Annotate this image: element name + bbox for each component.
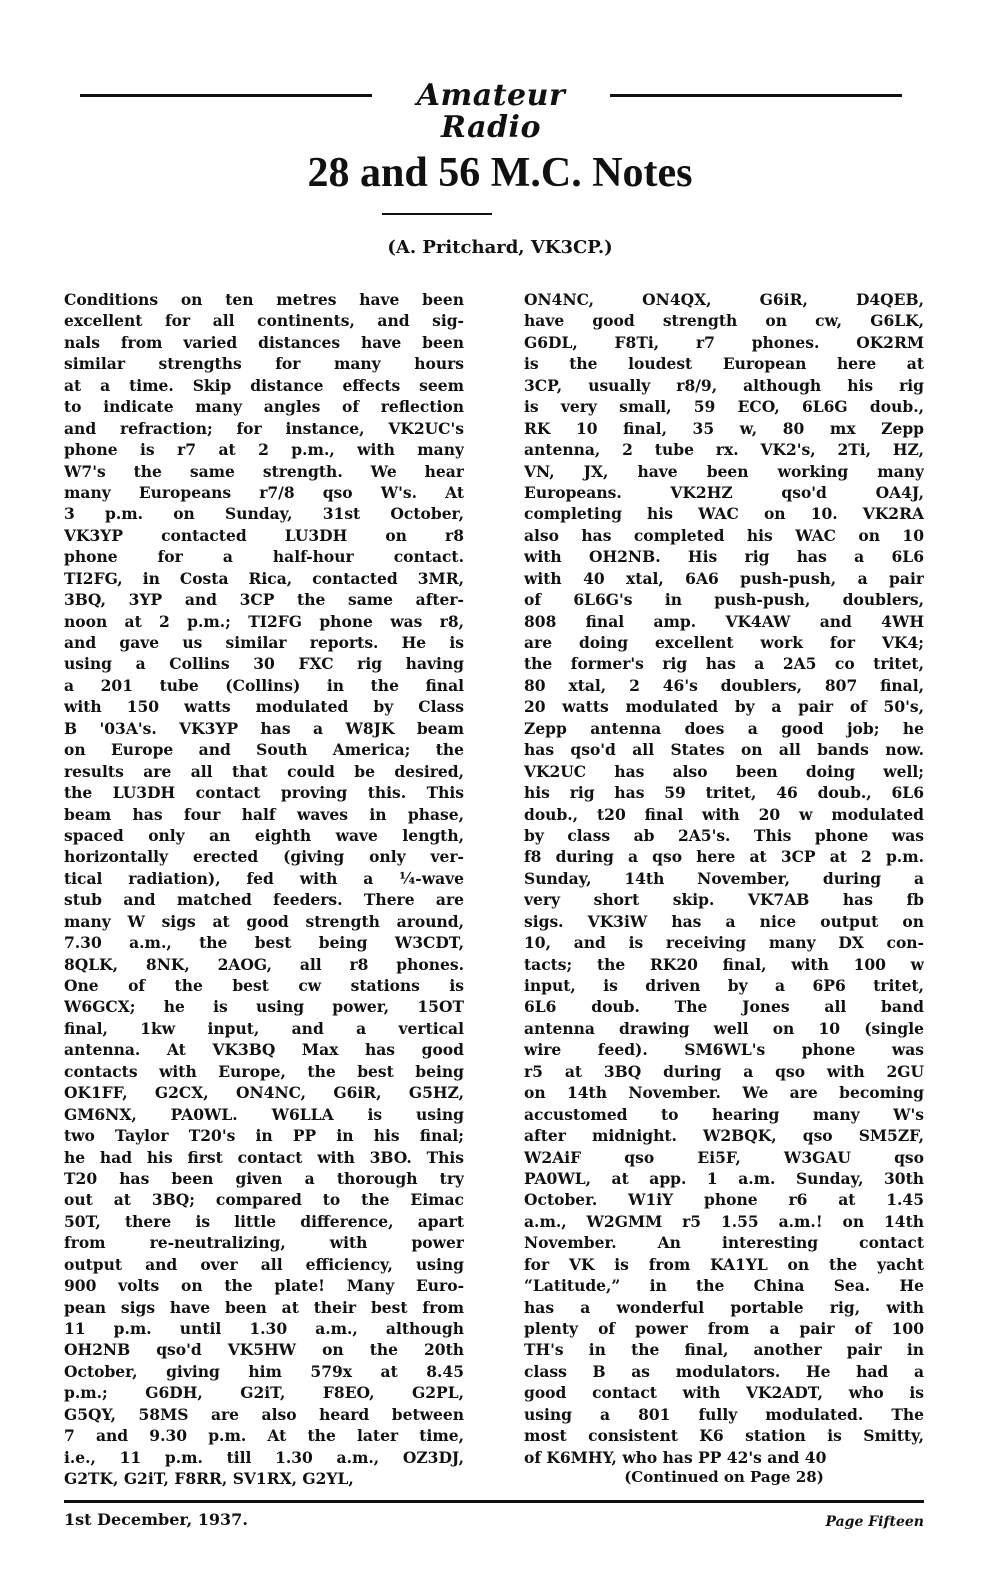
text-line: PA0WL, at app. 1 a.m. Sunday, 30th	[524, 1168, 924, 1188]
text-line: r5 at 3BQ during a qso with 2GU	[524, 1061, 924, 1081]
text-line: good contact with VK2ADT, who is	[524, 1383, 924, 1403]
text-line: also has completed his WAC on 10	[524, 525, 924, 545]
text-line: TI2FG, in Costa Rica, contacted 3MR,	[64, 568, 464, 588]
text-line: class B as modulators. He had a	[524, 1361, 924, 1381]
text-line: T20 has been given a thorough try	[64, 1168, 464, 1188]
title-divider	[382, 213, 492, 215]
text-line: output and over all efficiency, using	[64, 1254, 464, 1274]
text-line: plenty of power from a pair of 100	[524, 1319, 924, 1338]
text-line: spaced only an eighth wave length,	[64, 825, 464, 845]
article-column-right	[524, 289, 924, 1468]
text-line: wire feed). SM6WL's phone was	[524, 1040, 924, 1060]
text-line: input, is driven by a 6P6 tritet,	[524, 976, 924, 995]
text-line: Sunday, 14th November, during a	[524, 868, 924, 888]
text-line: using a Collins 30 FXC rig having	[64, 654, 464, 674]
text-line: W7's the same strength. We hear	[64, 461, 464, 481]
text-line: accustomed to hearing many W's	[524, 1104, 924, 1124]
text-line: he had his first contact with 3BO. This	[64, 1147, 464, 1167]
text-line: 6L6 doub. The Jones all band	[524, 997, 924, 1017]
text-line: VK3YP contacted LU3DH on r8	[64, 525, 464, 545]
text-line: of 6L6G's in push-push, doublers,	[524, 590, 924, 610]
text-line: is the loudest European here at	[524, 354, 924, 374]
text-line: G5QY, 58MS are also heard between	[64, 1404, 464, 1424]
text-line: with 150 watts modulated by Class	[64, 697, 464, 717]
text-line: many Europeans r7/8 qso W's. At	[64, 482, 464, 502]
text-line: noon at 2 p.m.; TI2FG phone was r8,	[64, 611, 464, 631]
text-line: from re-neutralizing, with power	[64, 1233, 464, 1253]
text-line: two Taylor T20's in PP in his final;	[64, 1126, 464, 1146]
text-line: phone for a half-hour contact.	[64, 547, 464, 567]
text-line: contacts with Europe, the best being	[64, 1061, 464, 1081]
text-line: 20 watts modulated by a pair of 50's,	[524, 697, 924, 717]
text-line: B '03A's. VK3YP has a W8JK beam	[64, 718, 464, 738]
text-line: for VK is from KA1YL on the yacht	[524, 1254, 924, 1274]
text-line: OK1FF, G2CX, ON4NC, G6iR, G5HZ,	[64, 1083, 464, 1103]
text-line: has qso'd all States on all bands now.	[524, 740, 924, 760]
text-line: a.m., W2GMM r5 1.55 a.m.! on 14th	[524, 1211, 924, 1231]
text-line: horizontally erected (giving only ver-	[64, 847, 464, 867]
text-line: tacts; the RK20 final, with 100 w	[524, 954, 924, 974]
text-line: Europeans. VK2HZ qso'd OA4J,	[524, 482, 924, 502]
footer-date: 1st December, 1937.	[64, 1510, 248, 1529]
text-line: doub., t20 final with 20 w modulated	[524, 804, 924, 824]
text-line: are doing excellent work for VK4;	[524, 633, 924, 652]
text-line: to indicate many angles of reflection	[64, 397, 464, 417]
text-line: OH2NB qso'd VK5HW on the 20th	[64, 1340, 464, 1360]
text-line: most consistent K6 station is Smitty,	[524, 1426, 924, 1446]
text-line: final, 1kw input, and a vertical	[64, 1018, 464, 1038]
text-line: results are all that could be desired,	[64, 761, 464, 781]
text-line: phone is r7 at 2 p.m., with many	[64, 440, 464, 460]
masthead-rule-left	[80, 94, 372, 97]
masthead	[80, 78, 902, 145]
text-line: 3 p.m. on Sunday, 31st October,	[64, 504, 464, 524]
text-line: using a 801 fully modulated. The	[524, 1404, 924, 1424]
text-line: Zepp antenna does a good job; he	[524, 718, 924, 738]
text-line: by class ab 2A5's. This phone was	[524, 825, 924, 845]
text-line: 7 and 9.30 p.m. At the later time,	[64, 1426, 464, 1446]
text-line: 80 xtal, 2 46's doublers, 807 final,	[524, 675, 924, 695]
text-line: and gave us similar reports. He is	[64, 633, 464, 652]
text-line: ON4NC, ON4QX, G6iR, D4QEB,	[524, 290, 924, 309]
text-line: 3BQ, 3YP and 3CP the same after-	[64, 590, 464, 610]
text-line: antenna, 2 tube rx. VK2's, 2Ti, HZ,	[524, 440, 924, 460]
article-column-left	[64, 289, 464, 1490]
text-line: pean sigs have been at their best from	[64, 1297, 464, 1317]
text-line: GM6NX, PA0WL. W6LLA is using	[64, 1104, 464, 1124]
text-line: tical radiation), fed with a ¼-wave	[64, 868, 464, 888]
text-line: TH's in the final, another pair in	[524, 1340, 924, 1360]
footer-page-number: Page Fifteen	[825, 1514, 924, 1530]
text-line: excellent for all continents, and sig-	[64, 311, 464, 331]
text-line: stub and matched feeders. There are	[64, 890, 464, 910]
text-line: f8 during a qso here at 3CP at 2 p.m.	[524, 847, 924, 867]
text-line: i.e., 11 p.m. till 1.30 a.m., OZ3DJ,	[64, 1447, 464, 1467]
text-line: One of the best cw stations is	[64, 976, 464, 995]
text-line: and refraction; for instance, VK2UC's	[64, 418, 464, 438]
text-line: the LU3DH contact proving this. This	[64, 783, 464, 803]
masthead-title: Amateur Radio	[416, 78, 566, 145]
text-line: his rig has 59 tritet, 46 doub., 6L6	[524, 783, 924, 803]
text-line: a 201 tube (Collins) in the final	[64, 675, 464, 695]
article-byline: (A. Pritchard, VK3CP.)	[387, 237, 613, 258]
text-line: have good strength on cw, G6LK,	[524, 311, 924, 331]
continued-note: (Continued on Page 28)	[624, 1468, 824, 1486]
text-line: October. W1iY phone r6 at 1.45	[524, 1190, 924, 1210]
text-line: has a wonderful portable rig, with	[524, 1297, 924, 1317]
text-line: with OH2NB. His rig has a 6L6	[524, 547, 924, 567]
text-line: very short skip. VK7AB has fb	[524, 890, 924, 910]
text-line: on Europe and South America; the	[64, 740, 464, 760]
text-line: “Latitude,” in the China Sea. He	[524, 1276, 924, 1296]
text-line: November. An interesting contact	[524, 1233, 924, 1253]
text-line: W6GCX; he is using power, 15OT	[64, 997, 464, 1017]
footer-rule	[64, 1500, 924, 1503]
text-line: the former's rig has a 2A5 co tritet,	[524, 654, 924, 674]
text-line: of K6MHY, who has PP 42's and 40	[524, 1447, 827, 1467]
text-line: 3CP, usually r8/9, although his rig	[524, 375, 924, 395]
text-line: is very small, 59 ECO, 6L6G doub.,	[524, 397, 924, 417]
text-line: G6DL, F8Ti, r7 phones. OK2RM	[524, 332, 924, 352]
text-line: antenna. At VK3BQ Max has good	[64, 1040, 464, 1060]
text-line: 50T, there is little difference, apart	[64, 1211, 464, 1231]
text-line: Conditions on ten metres have been	[64, 290, 464, 309]
text-line: VN, JX, have been working many	[524, 461, 924, 481]
text-line: many W sigs at good strength around,	[64, 911, 464, 931]
text-line: out at 3BQ; compared to the Eimac	[64, 1190, 464, 1210]
masthead-rule-right	[610, 94, 902, 97]
text-line: completing his WAC on 10. VK2RA	[524, 504, 924, 524]
text-line: on 14th November. We are becoming	[524, 1083, 924, 1103]
text-line: beam has four half waves in phase,	[64, 804, 464, 824]
text-line: VK2UC has also been doing well;	[524, 761, 924, 781]
text-line: 11 p.m. until 1.30 a.m., although	[64, 1319, 464, 1338]
text-line: similar strengths for many hours	[64, 354, 464, 374]
article-title: 28 and 56 M.C. Notes	[307, 150, 693, 196]
text-line: 808 final amp. VK4AW and 4WH	[524, 611, 924, 631]
text-line: W2AiF qso Ei5F, W3GAU qso	[524, 1147, 924, 1167]
text-line: October, giving him 579x at 8.45	[64, 1361, 464, 1381]
text-line: 7.30 a.m., the best being W3CDT,	[64, 933, 464, 953]
text-line: at a time. Skip distance effects seem	[64, 375, 464, 395]
text-line: 8QLK, 8NK, 2AOG, all r8 phones.	[64, 954, 464, 974]
text-line: nals from varied distances have been	[64, 332, 464, 352]
text-line: G2TK, G2iT, F8RR, SV1RX, G2YL,	[64, 1469, 354, 1489]
text-line: after midnight. W2BQK, qso SM5ZF,	[524, 1126, 924, 1146]
text-line: 10, and is receiving many DX con-	[524, 933, 924, 953]
text-line: 900 volts on the plate! Many Euro-	[64, 1276, 464, 1296]
text-line: antenna drawing well on 10 (single	[524, 1018, 924, 1038]
text-line: sigs. VK3iW has a nice output on	[524, 911, 924, 931]
text-line: p.m.; G6DH, G2iT, F8EO, G2PL,	[64, 1383, 464, 1403]
text-line: RK 10 final, 35 w, 80 mx Zepp	[524, 418, 924, 438]
text-line: with 40 xtal, 6A6 push-push, a pair	[524, 568, 924, 588]
